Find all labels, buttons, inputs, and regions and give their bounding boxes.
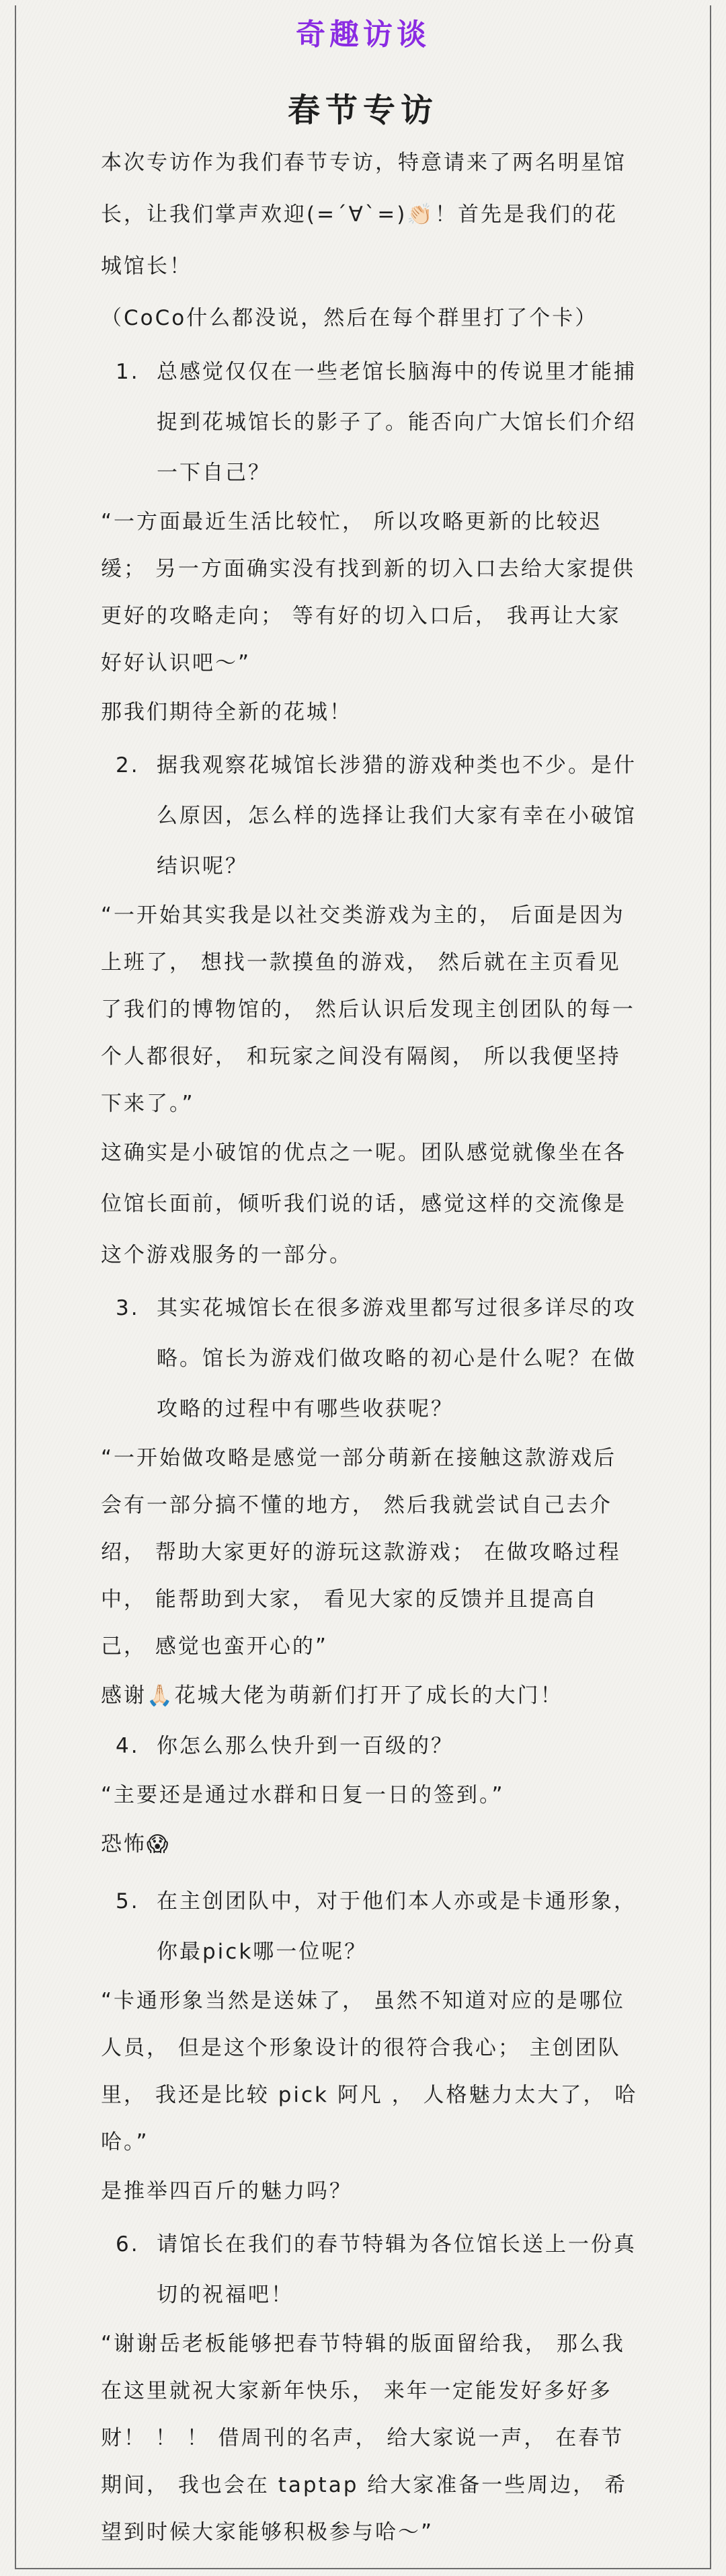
article-body [101,137,639,2556]
question [101,2220,639,2320]
question [101,741,639,892]
qa-item-3 [101,1283,639,1721]
qa-item-2 [101,741,639,1281]
question-text: 在主创团队中，对于他们本人亦或是卡通形象，你最pick哪一位呢？ [157,1889,637,1964]
qa-item-5 [101,1877,639,2217]
answer: “谢谢岳老板能够把春节特辑的版面留给我， 那么我在这里就祝大家新年快乐， 来年一定能发好多好多财！ ！ ！ 借周刊的名声， 给大家说一声， 在春节期间， 我也会在 taptap 给大家准备一些周边， 希望到时候大家能够积极参与哈～” [101,2332,628,2544]
question-text: 请馆长在我们的春节特辑为各位馆长送上一份真切的祝福吧！ [157,2232,637,2307]
question-number: 1. [116,360,140,384]
question-text: 总感觉仅仅在一些老馆长脑海中的传说里才能捕捉到花城馆长的影子了。能否向广大馆长们介绍一下自己？ [157,360,637,485]
question [101,1721,639,1772]
question-text: 据我观察花城馆长涉猎的游戏种类也不少。是什么原因，怎么样的选择让我们大家有幸在小破馆结识呢？ [157,753,637,878]
comment: 恐怖😱 [101,1832,171,1856]
question [101,1283,639,1435]
comment: 是推举四百斤的魅力吗？ [101,2179,352,2203]
answer: “一开始做攻略是感觉一部分萌新在接触这款游戏后会有一部分搞不懂的地方， 然后我就尝试自己去介绍， 帮助大家更好的游玩这款游戏； 在做攻略过程中， 能帮助到大家， 看见大家的反馈并且提高自己， 感觉也蛮开心的” [101,1446,621,1659]
question-text: 其实花城馆长在很多游戏里都写过很多详尽的攻略。馆长为游戏们做攻略的初心是什么呢？在做攻略的过程中有哪些收获呢？ [157,1296,637,1421]
qa-item-1 [101,347,639,738]
question-text: 你怎么那么快升到一百级的？ [157,1734,454,1758]
comment: 感谢🙏🏻花城大佬为萌新们打开了成长的大门！ [101,1683,563,1708]
comment: 那我们期待全新的花城！ [101,700,352,724]
answer: “主要还是通过水群和日复一日的签到。” [101,1783,505,1807]
comment: 这确实是小破馆的优点之一呢。团队感觉就像坐在各位馆长面前，倾听我们说的话，感觉这样的交流像是这个游戏服务的一部分。 [101,1141,627,1267]
question-number: 5. [116,1889,140,1914]
qa-item-6 [101,2220,639,2556]
question-number: 4. [116,1734,140,1758]
page-title: 春节专访 [287,91,438,129]
intro-paragraph: 本次专访作为我们春节专访，特意请来了两名明星馆长，让我们掌声欢迎(=´∀`=)👏🏻！首先是我们的花城馆长！ [101,151,627,278]
question-number: 6. [116,2232,140,2257]
qa-item-4 [101,1721,639,1870]
answer: “一方面最近生活比较忙， 所以攻略更新的比较迟缓； 另一方面确实没有找到新的切入口去给大家提供更好的攻略走向； 等有好的切入口后， 我再让大家好好认识吧～” [101,510,635,675]
question-number: 2. [116,753,140,778]
question-number: 3. [116,1296,140,1320]
answer: “卡通形象当然是送妹了， 虽然不知道对应的是哪位人员， 但是这个形象设计的很符合我心； 主创团队里， 我还是比较 pick 阿凡 ， 人格魅力太大了， 哈哈。” [101,1989,638,2154]
question [101,347,639,498]
question [101,1877,639,1977]
intro-note: （CoCo什么都没说，然后在每个群里打了个卡） [101,306,598,330]
column-title: 奇趣访谈 [296,17,430,52]
answer: “一开始其实我是以社交类游戏为主的， 后面是因为上班了， 想找一款摸鱼的游戏， 然后就在主页看见了我们的博物馆的， 然后认识后发现主创团队的每一个人都很好， 和玩家之间没有隔阂， 所以我便坚持下来了。” [101,903,635,1116]
